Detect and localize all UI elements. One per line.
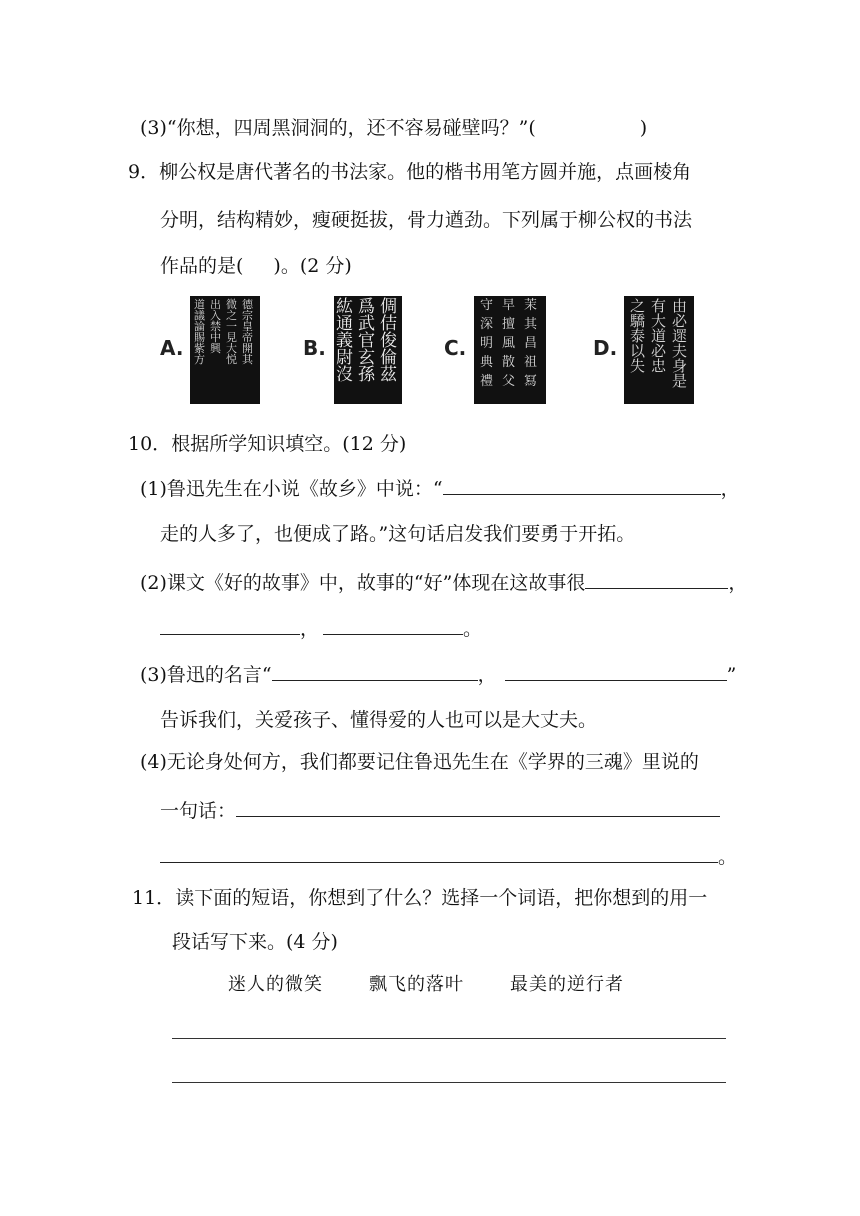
fill-blank[interactable]: [323, 614, 463, 635]
calligraphy-glyph: 是: [672, 372, 688, 390]
calligraphy-glyph: 必: [651, 342, 667, 360]
calligraphy-glyph: 之: [630, 297, 646, 315]
fill-blank[interactable]: [443, 474, 721, 495]
calligraphy-glyph: 紫: [194, 342, 205, 355]
calligraphy-glyph: 賜: [194, 331, 205, 344]
phrase-item: 最美的逆行者: [510, 974, 624, 995]
option-d-label: D.: [593, 336, 618, 360]
comma: ，: [720, 478, 740, 500]
q11-line1: [132, 884, 707, 912]
calligraphy-glyph: 道: [651, 327, 667, 345]
calligraphy-glyph: 必: [672, 312, 688, 330]
q10-sub3-line1: [140, 660, 736, 689]
calligraphy-glyph: 散: [502, 355, 516, 370]
option-a-label: A.: [160, 336, 184, 360]
calligraphy-glyph: 擅: [502, 317, 516, 332]
q10-sub1-line2: 走的人多了，也便成了路。”这句话启发我们要勇于开拓。: [160, 523, 636, 545]
calligraphy-glyph: 道: [194, 298, 205, 311]
calligraphy-column: [358, 299, 375, 384]
period: 。: [463, 618, 483, 640]
calligraphy-glyph: 爲: [358, 297, 375, 317]
calligraphy-glyph: 官: [358, 331, 375, 351]
period: 。: [718, 846, 738, 868]
calligraphy-column: [336, 299, 353, 384]
q10-sub3-line2: 告诉我们，关爱孩子、懂得爱的人也可以是大丈夫。: [160, 709, 598, 731]
calligraphy-glyph: 方: [194, 353, 205, 366]
calligraphy-glyph: 遝: [672, 327, 688, 345]
calligraphy-glyph: 以: [630, 342, 646, 360]
calligraphy-glyph: 微: [226, 298, 237, 311]
calligraphy-glyph: 驕: [630, 312, 646, 330]
fill-blank[interactable]: [236, 796, 720, 817]
calligraphy-glyph: 由: [672, 297, 688, 315]
question-number: 9．: [128, 161, 160, 183]
q10-title-text: 根据所学知识填空。(12 分): [171, 433, 407, 455]
fill-blank[interactable]: [160, 614, 300, 635]
comma: ，: [477, 664, 497, 686]
calligraphy-column: [672, 299, 687, 389]
q10-title: [128, 430, 406, 458]
calligraphy-glyph: 中: [210, 331, 221, 344]
calligraphy-glyph: 德: [242, 298, 253, 311]
calligraphy-glyph: 佶: [380, 314, 397, 334]
calligraphy-image-b[interactable]: [334, 296, 402, 404]
calligraphy-glyph: 尉: [336, 348, 353, 368]
calligraphy-glyph: 倫: [380, 348, 397, 368]
calligraphy-glyph: 失: [630, 357, 646, 375]
calligraphy-glyph: 其: [524, 317, 538, 332]
calligraphy-glyph: 沒: [336, 365, 353, 385]
calligraphy-image-d[interactable]: [624, 296, 694, 404]
phrase-item: 飘飞的落叶: [369, 974, 464, 995]
q9-text-line2: 分明，结构精妙，瘦硬挺拔，骨力遒劲。下列属于柳公权的书法: [160, 209, 693, 231]
calligraphy-column: [242, 299, 253, 365]
calligraphy-glyph: 紘: [336, 297, 353, 317]
q8-sub3-close: ): [639, 117, 648, 139]
calligraphy-glyph: 典: [480, 355, 494, 370]
calligraphy-glyph: 深: [480, 317, 494, 332]
calligraphy-glyph: 夫: [672, 342, 688, 360]
calligraphy-glyph: 一: [226, 320, 237, 333]
phrase-item: 迷人的微笑: [228, 974, 323, 995]
q11-text-line2: 段话写下来。(4 分): [172, 931, 338, 953]
calligraphy-glyph: 悦: [226, 353, 237, 366]
q10-sub2-text: (2)课文《好的故事》中，故事的“好”体现在这故事很: [140, 572, 586, 594]
q9-text-line1: 柳公权是唐代著名的书法家。他的楷书用笔方圆并施，点画棱角: [159, 161, 692, 183]
calligraphy-column: [502, 299, 515, 388]
calligraphy-column: [630, 299, 645, 374]
phrase-list: [228, 970, 670, 996]
q9-line1: [128, 158, 691, 186]
q10-sub1-line1: [140, 474, 740, 503]
calligraphy-glyph: 冩: [524, 374, 538, 389]
calligraphy-glyph: 風: [502, 336, 516, 351]
calligraphy-image-c[interactable]: [474, 296, 546, 404]
calligraphy-glyph: 身: [672, 357, 688, 375]
option-b-label: B.: [303, 336, 326, 360]
calligraphy-glyph: 武: [358, 314, 375, 334]
question-number: 11．: [132, 887, 176, 909]
calligraphy-glyph: 出: [210, 298, 221, 311]
q9-text-line3b: )。(2 分): [273, 255, 352, 277]
q9-text-line3a: 作品的是(: [160, 255, 244, 277]
calligraphy-glyph: 泰: [630, 327, 646, 345]
calligraphy-glyph: 之: [226, 309, 237, 322]
calligraphy-column: [651, 299, 666, 374]
writing-line[interactable]: [172, 1038, 726, 1039]
calligraphy-glyph: 皇: [242, 320, 253, 333]
calligraphy-image-a[interactable]: [190, 296, 260, 404]
fill-blank[interactable]: [505, 660, 727, 681]
calligraphy-glyph: 大: [226, 342, 237, 355]
calligraphy-glyph: 帝: [242, 331, 253, 344]
calligraphy-column: [524, 299, 537, 388]
q10-sub4-line3: [160, 842, 737, 871]
q10-sub4-line2: [160, 796, 720, 825]
calligraphy-glyph: 宗: [242, 309, 253, 322]
calligraphy-glyph: 茉: [524, 298, 538, 313]
calligraphy-glyph: 義: [336, 331, 353, 351]
calligraphy-glyph: 大: [651, 312, 667, 330]
calligraphy-glyph: 俊: [380, 331, 397, 351]
calligraphy-glyph: 祖: [524, 355, 538, 370]
fill-blank[interactable]: [272, 660, 478, 681]
comma: ，: [728, 572, 748, 594]
calligraphy-glyph: 議: [194, 309, 205, 322]
q8-sub3-text: (3)“你想，四周黑洞洞的，还不容易碰壁吗？”(: [140, 117, 536, 139]
calligraphy-glyph: 興: [210, 342, 221, 355]
q10-sub2-line1: [140, 568, 747, 597]
calligraphy-glyph: 茲: [380, 365, 397, 385]
question-number: 10．: [128, 433, 172, 455]
calligraphy-glyph: 有: [651, 297, 667, 315]
calligraphy-column: [194, 299, 205, 365]
comma: ，: [300, 618, 320, 640]
calligraphy-glyph: 玄: [358, 348, 375, 368]
q11-text-line1: 读下面的短语，你想到了什么？选择一个词语，把你想到的用一: [175, 887, 708, 909]
q9-line3: [160, 252, 352, 280]
calligraphy-glyph: 入: [210, 309, 221, 322]
close-quote: ”: [726, 664, 737, 686]
calligraphy-column: [226, 299, 237, 365]
calligraphy-glyph: 其: [242, 353, 253, 366]
writing-line[interactable]: [172, 1082, 726, 1083]
calligraphy-glyph: 論: [194, 320, 205, 333]
calligraphy-glyph: 忠: [651, 357, 667, 375]
calligraphy-glyph: 孫: [358, 365, 375, 385]
fill-blank[interactable]: [160, 842, 718, 863]
calligraphy-glyph: 守: [480, 298, 494, 313]
calligraphy-column: [380, 299, 397, 384]
calligraphy-glyph: 禮: [480, 374, 494, 389]
fill-blank[interactable]: [585, 568, 728, 589]
calligraphy-glyph: 見: [226, 331, 237, 344]
option-c-label: C.: [444, 336, 467, 360]
q8-sub3: [140, 114, 647, 142]
q10-sub4-text: 一句话：: [160, 800, 237, 822]
q10-sub2-line2: [160, 614, 482, 643]
calligraphy-glyph: 禁: [210, 320, 221, 333]
q10-sub1-text: (1)鲁迅先生在小说《故乡》中说：“: [140, 478, 443, 500]
calligraphy-glyph: 昌: [524, 336, 538, 351]
calligraphy-glyph: 父: [502, 374, 516, 389]
calligraphy-glyph: 倜: [380, 297, 397, 317]
calligraphy-column: [480, 299, 493, 388]
calligraphy-glyph: 開: [242, 342, 253, 355]
calligraphy-glyph: 明: [480, 336, 494, 351]
calligraphy-glyph: 通: [336, 314, 353, 334]
calligraphy-column: [210, 299, 221, 354]
q10-sub4-line1: (4)无论身处何方，我们都要记住鲁迅先生在《学界的三魂》里说的: [140, 751, 699, 773]
calligraphy-glyph: 早: [502, 298, 516, 313]
q10-sub3-text: (3)鲁迅的名言“: [140, 664, 272, 686]
